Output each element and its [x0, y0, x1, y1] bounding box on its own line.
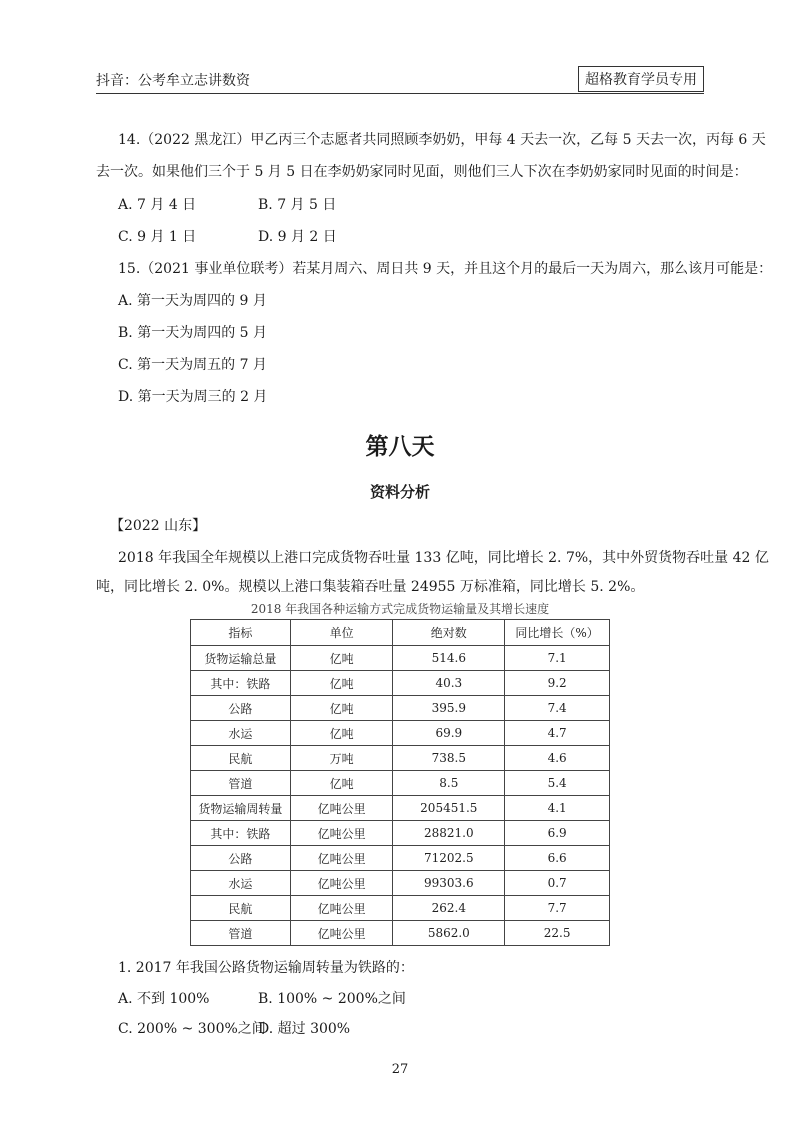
- table-row: [191, 846, 610, 871]
- table-cell: 205451.5: [393, 796, 505, 821]
- q15-option-c: C. 第一天为周五的 7 月: [118, 357, 267, 373]
- table-cell: 水运: [191, 871, 291, 896]
- table-cell: 7.4: [505, 696, 610, 721]
- table-cell: 6.6: [505, 846, 610, 871]
- table-row: [191, 871, 610, 896]
- section-title: 第八天: [365, 433, 435, 460]
- header-left-text: 抖音：公考牟立志讲数资: [96, 73, 250, 89]
- table-cell: 7.7: [505, 896, 610, 921]
- q14-option-d: D. 9 月 2 日: [258, 229, 337, 245]
- header-badge: 超格教育学员专用: [578, 66, 704, 92]
- table-cell: 8.5: [393, 771, 505, 796]
- table-cell: 亿吨: [290, 646, 393, 671]
- table-cell: 4.6: [505, 746, 610, 771]
- question1-option-d: D. 超过 300%: [258, 1021, 351, 1037]
- table-cell: 0.7: [505, 871, 610, 896]
- question1-option-a: A. 不到 100%: [118, 991, 210, 1007]
- intro-paragraph-line2: 吨，同比增长 2. 0%。规模以上港口集装箱吞吐量 24955 万标准箱，同比增长 5. 2%。: [96, 579, 645, 595]
- table-cell: 9.2: [505, 671, 610, 696]
- table-row: [191, 796, 610, 821]
- table-cell: 28821.0: [393, 821, 505, 846]
- table-row: [191, 921, 610, 946]
- table-cell: 40.3: [393, 671, 505, 696]
- table-cell: 公路: [191, 846, 291, 871]
- q15-option-a: A. 第一天为周四的 9 月: [118, 293, 267, 309]
- table-cell: 水运: [191, 721, 291, 746]
- table-cell: 民航: [191, 896, 291, 921]
- q14-line1: 14.（2022 黑龙江）甲乙丙三个志愿者共同照顾李奶奶，甲每 4 天去一次，乙每 5 天去一次，丙每 6 天: [118, 132, 766, 148]
- table-cell: 亿吨: [290, 771, 393, 796]
- table-cell: 262.4: [393, 896, 505, 921]
- question1-option-c: C. 200% ~ 300%之间: [118, 1021, 266, 1037]
- table-row: [191, 746, 610, 771]
- table-cell: 亿吨: [290, 671, 393, 696]
- table-cell: 货物运输总量: [191, 646, 291, 671]
- table-cell: 亿吨: [290, 696, 393, 721]
- table-cell: 管道: [191, 921, 291, 946]
- table-cell: 7.1: [505, 646, 610, 671]
- table-header-cell: 绝对数: [393, 620, 505, 646]
- table-cell: 99303.6: [393, 871, 505, 896]
- table-cell: 738.5: [393, 746, 505, 771]
- q15-option-d: D. 第一天为周三的 2 月: [118, 389, 268, 405]
- q14-option-a: A. 7 月 4 日: [118, 197, 197, 213]
- table-cell: 5.4: [505, 771, 610, 796]
- transport-table: [190, 619, 610, 946]
- table-header-row: [191, 620, 610, 646]
- table-cell: 其中：铁路: [191, 821, 291, 846]
- table-cell: 亿吨: [290, 721, 393, 746]
- table-cell: 万吨: [290, 746, 393, 771]
- table-row: [191, 696, 610, 721]
- table-cell: 5862.0: [393, 921, 505, 946]
- table-cell: 71202.5: [393, 846, 505, 871]
- table-cell: 4.1: [505, 796, 610, 821]
- table-cell: 6.9: [505, 821, 610, 846]
- table-row: [191, 821, 610, 846]
- table-row: [191, 771, 610, 796]
- table-title: 2018 年我国各种运输方式完成货物运输量及其增长速度: [250, 602, 550, 616]
- table-cell: 货物运输周转量: [191, 796, 291, 821]
- table-cell: 亿吨公里: [290, 896, 393, 921]
- section-source: 【2022 山东】: [110, 518, 207, 534]
- table-cell: 亿吨公里: [290, 921, 393, 946]
- table-header-cell: 指标: [191, 620, 291, 646]
- table-cell: 管道: [191, 771, 291, 796]
- table-cell: 亿吨公里: [290, 796, 393, 821]
- table-cell: 公路: [191, 696, 291, 721]
- q15-line1: 15.（2021 事业单位联考）若某月周六、周日共 9 天，并且这个月的最后一天为周六，那么该月可能是：: [118, 261, 773, 277]
- q14-option-c: C. 9 月 1 日: [118, 229, 197, 245]
- question1-stem: 1. 2017 年我国公路货物运输周转量为铁路的：: [118, 960, 414, 976]
- table-cell: 4.7: [505, 721, 610, 746]
- table-cell: 亿吨公里: [290, 846, 393, 871]
- header-divider: [96, 93, 704, 94]
- table-row: [191, 896, 610, 921]
- table-cell: 69.9: [393, 721, 505, 746]
- table-header-cell: 单位: [290, 620, 393, 646]
- table-cell: 22.5: [505, 921, 610, 946]
- page-number: 27: [391, 1062, 409, 1077]
- q15-option-b: B. 第一天为周四的 5 月: [118, 325, 267, 341]
- table-cell: 395.9: [393, 696, 505, 721]
- table-row: [191, 721, 610, 746]
- table-cell: 亿吨公里: [290, 821, 393, 846]
- table-cell: 514.6: [393, 646, 505, 671]
- table-cell: 民航: [191, 746, 291, 771]
- q14-line2: 去一次。如果他们三个于 5 月 5 日在李奶奶家同时见面，则他们三人下次在李奶奶家同时见面的时间是：: [96, 164, 748, 180]
- intro-paragraph-line1: 2018 年我国全年规模以上港口完成货物吞吐量 133 亿吨，同比增长 2. 7%，其中外贸货物吞吐量 42 亿: [118, 550, 769, 566]
- section-subtitle: 资料分析: [369, 483, 430, 501]
- table-row: [191, 671, 610, 696]
- table-row: [191, 646, 610, 671]
- q14-option-b: B. 7 月 5 日: [258, 197, 337, 213]
- table-cell: 其中：铁路: [191, 671, 291, 696]
- table-cell: 亿吨公里: [290, 871, 393, 896]
- question1-option-b: B. 100% ~ 200%之间: [258, 991, 406, 1007]
- table-header-cell: 同比增长（%）: [505, 620, 610, 646]
